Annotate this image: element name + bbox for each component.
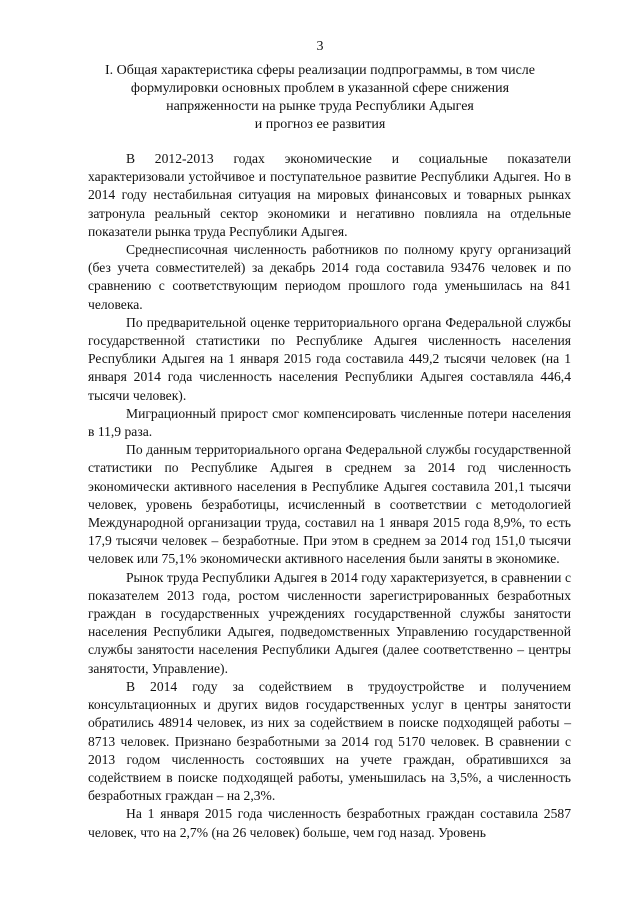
paragraph: Миграционный прирост смог компенсировать численные потери населения в 11,9 раза. xyxy=(88,405,571,440)
paragraph: В 2014 году за содействием в трудоустройстве и получением консультационных и других видов государственных услуг в центры занятости обратились 48914 человек, из них за содействием в поиске подходящей работы – 8713 человек. Признано безработными за 2014 год 5170 человек. В сравнении с 2013 годом численность состоявших на учете граждан, обратившихся за содействием в поиске подходящей работы, уменьшилась на 3,5%, а численность безработных граждан – на 2,3%. xyxy=(88,678,571,804)
heading-line: формулировки основных проблем в указанной сфере снижения xyxy=(130,81,510,96)
paragraph: В 2012-2013 годах экономические и социальные показатели характеризовали устойчивое и поступательное развитие Республики Адыгея. Но в 2014 году нестабильная ситуация на мировых финансовых и товарных рынках затронула реальный сектор экономики и негативно повлияла на отдельные показатели рынка труда Республики Адыгея. xyxy=(88,151,571,239)
paragraph: Рынок труда Республики Адыгея в 2014 году характеризуется, в сравнении с показателем 2013 года, ростом численности зарегистрированных безработных граждан в государственных учреждениях государственной службы занятости населения Республики Адыгея, подведомственных Управлению государственной службы занятости населения Республики Адыгея (далее соответственно – центры занятости, Управление). xyxy=(88,569,571,676)
paragraph: По данным территориального органа Федеральной службы государственной статистики по Республике Адыгея в среднем за 2014 год численность экономически активного населения в Республике Адыгея составила 201,1 тысячи человек, уровень безработицы, исчисленный в соответствии с методологией Международной организации труда, составил на 1 января 2015 года 8,9%, то есть 17,9 тысячи человек – безработные. При этом в среднем за 2014 год 151,0 тысячи человек или 75,1% экономически активного населения были заняты в экономике. xyxy=(88,442,571,567)
heading-line: напряженности на рынке труда Республики Адыгея xyxy=(166,99,474,114)
heading-line: и прогноз ее развития xyxy=(254,117,386,132)
paragraph: По предварительной оценке территориального органа Федеральной службы государственной статистики по Республике Адыгея численность населения Республики Адыгея на 1 января 2015 года составила 449,2 тысячи человек (на 1 января 2014 года численность населения Республики Адыгея составляла 446,4 тысячи человек). xyxy=(88,314,571,403)
paragraph: На 1 января 2015 года численность безработных граждан составила 2587 человек, что на 2,7% (на 26 человек) больше, чем год назад. Уровень xyxy=(88,806,571,840)
heading-line: I. Общая характеристика сферы реализации подпрограммы, в том числе xyxy=(104,63,535,78)
section-heading xyxy=(78,62,562,134)
body-text xyxy=(88,150,571,842)
paragraph: Среднесписочная численность работников по полному кругу организаций (без учета совместителей) за декабрь 2014 года составила 93476 человек и по сравнению с соответствующим периодом прошлого года уменьшилась на 841 человека. xyxy=(88,242,571,312)
page-number: 3 xyxy=(316,39,324,54)
